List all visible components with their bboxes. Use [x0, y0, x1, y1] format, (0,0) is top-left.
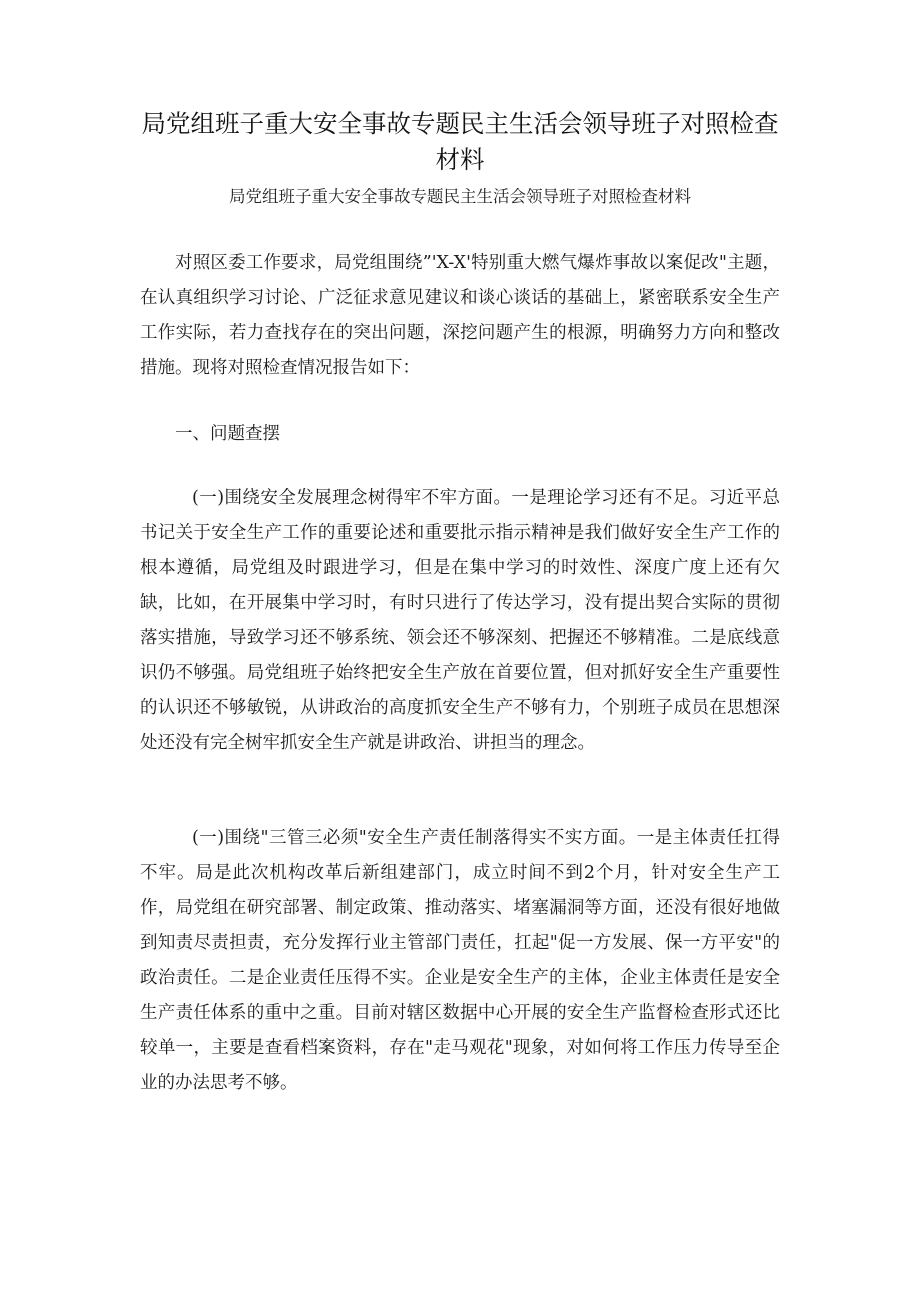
- intro-paragraph: 对照区委工作要求，局党组围绕”'X-X'特别重大燃气爆炸事故以案促改"主题，在认真组织学习讨论、广泛征求意见建议和谈心谈话的基础上，紧密联系安全生产工作实际，若力查找存在的突出问题，深挖问题产生的根源，明确努力方向和整改措施。现将对照检查情况报告如下：: [140, 253, 780, 378]
- document-title: 局党组班子重大安全事故专题民主生活会领导班子对照检查材料: [141, 109, 779, 174]
- document-subtitle: 局党组班子重大安全事故专题民主生活会领导班子对照检查材料: [229, 187, 691, 206]
- problem-item-paragraph: (一)围绕"三管三必须"安全生产责任制落得实不实方面。一是主体责任扛得不牢。局是此次机构改革后新组建部门，成立时间不到2个月，针对安全生产工作，局党组在研究部署、制定政策、推动落实、堵塞漏洞等方面，还没有很好地做到知责尽责担责，充分发挥行业主管部门责任，扛起"促一方发展、保一方平安"的政治责任。二是企业责任压得不实。企业是安全生产的主体，企业主体责任是安全生产责任体系的重中之重。目前对辖区数据中心开展的安全生产监督检查形式还比较单一，主要是查看档案资料，存在"走马观花"现象，对如何将工作压力传导至企业的办法思考不够。: [140, 828, 780, 1093]
- problem-item-paragraph: (一)围绕安全发展理念树得牢不牢方面。一是理论学习还有不足。习近平总书记关于安全生产工作的重要论述和重要批示指示精神是我们做好安全生产工作的根本遵循，局党组及时跟进学习，但是在集中学习的时效性、深度广度上还有欠缺，比如，在开展集中学习时，有时只进行了传达学习，没有提出契合实际的贯彻落实措施，导致学习还不够系统、领会还不够深刻、把握还不够精准。二是底线意识仍不够强。局党组班子始终把安全生产放在首要位置，但对抓好安全生产重要性的认识还不够敏锐，从讲政治的高度抓安全生产不够有力，个别班子成员在思想深处还没有完全树牢抓安全生产就是讲政治、讲担当的理念。: [140, 488, 780, 753]
- section-heading-problems: 一、问题查摆: [175, 424, 280, 444]
